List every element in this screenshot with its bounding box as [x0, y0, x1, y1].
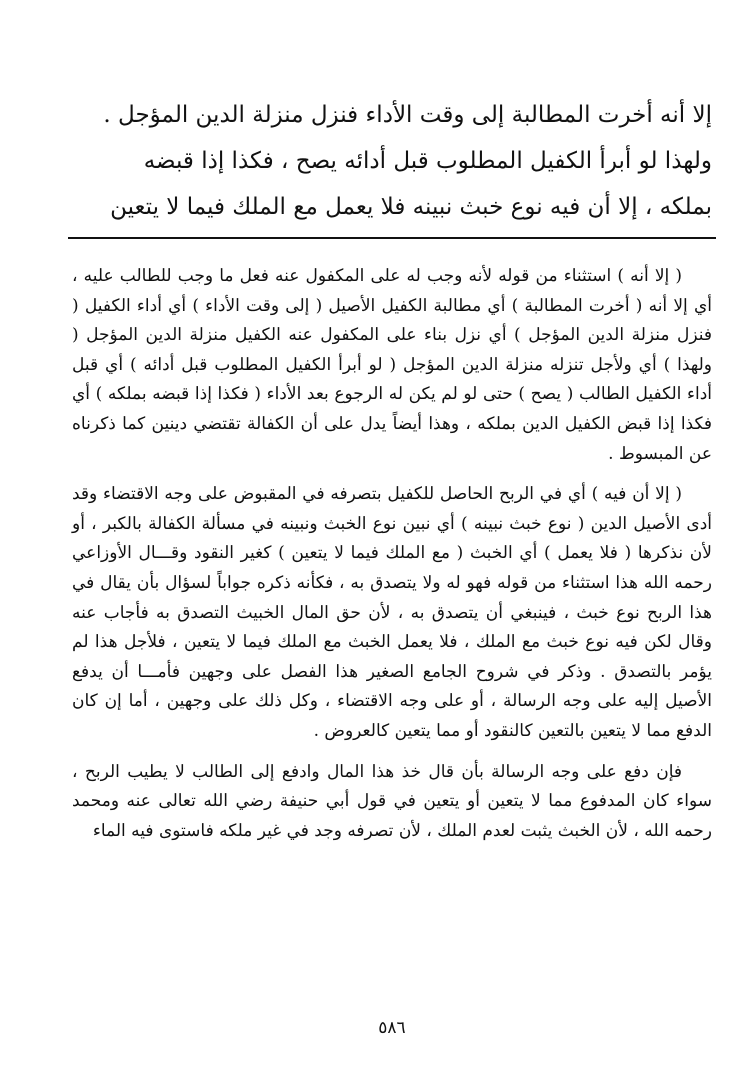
main-text-line: ولهذا لو أبرأ الكفيل المطلوب قبل أدائه يصح ، فكذا إذا قبضه [143, 148, 712, 174]
separator-line [68, 237, 716, 239]
main-text-line: إلا أنه أخرت المطالبة إلى وقت الأداء فنزل منزلة الدين المؤجل . [103, 102, 712, 128]
main-text-line: بملكه ، إلا أن فيه نوع خبث نبينه فلا يعمل مع الملك فيما لا يتعين [110, 194, 712, 220]
book-page [72, 0, 712, 1076]
commentary-paragraph: فإن دفع على وجه الرسالة بأن قال خذ هذا المال وادفع إلى الطالب لا يطيب الربح ، سواء كان المدفوع مما لا يتعين أو يتعين في قول أبي حنيفة رضي الله تعالى عنه ومحمد رحمه الله ، لأن الخبث يثبت لعدم الملك ، لأن تصرفه وجد في غير ملكه فاستوى فيه الماء [72, 761, 712, 841]
page-number: ٥٨٦ [378, 1018, 406, 1038]
commentary-paragraph: ( إلا أن فيه ) أي في الربح الحاصل للكفيل بتصرفه في المقبوض على وجه الاقتضاء وقد أدى الأصيل الدين ( نوع خبث نبينه ) أي نبين نوع الخبث ونبينه في مسألة الكفالة بالكبر ، أو لأن نذكرها ( فلا يعمل ) أي الخبث ( مع الملك فيما لا يتعين ) كغير النقود وقـــال الأوزاعي رحمه الله هذا استثناء من قوله فهو له ولا يتصدق به ، فكأنه ذكره جواباً لسؤال بأن يقال في هذا الربح نوع خبث ، فينبغي أن يتصدق به ، لأن حق المال الخبيث التصدق به فأجاب عنه وقال لكن فيه نوع خبث مع الملك ، فلا يعمل الخبث مع الملك فيما لا يتعين ، فلأجل هذا لم يؤمر بالتصدق . وذكر في شروح الجامع الصغير هذا الفصل على وجهين فأمـــا أن يدفع الأصيل إليه على وجه الرسالة ، أو على وجه الاقتضاء ، وكل ذلك على وجهين ، أما إن كان الدفع مما لا يتعين بالتعين كالنقود أو مما يتعين كالعروض . [72, 484, 712, 741]
commentary-paragraph: ( إلا أنه ) استثناء من قوله لأنه وجب له على المكفول عنه فعل ما وجب للطالب عليه ، أي إلا أنه ( أخرت المطالبة ) أي مطالبة الكفيل الأصيل ( إلى وقت الأداء ) أي أداء الكفيل ( فنزل منزلة الدين المؤجل ) أي نزل بناء على المكفول عنه الكفيل منزلة الدين المؤجل ( ولهذا ) أي ولأجل تنزله منزلة الدين المؤجل ( لو أبرأ الكفيل المطلوب قبل أدائه ) أي قبل أداء الكفيل الطالب ( يصح ) حتى لو لم يكن له الرجوع بعد الأداء ( فكذا إذا قبضه بملكه ) أي فكذا إذا قبض الكفيل الدين بملكه ، وهذا أيضاً يدل على أن الكفالة تقتضي دينين كما ذكرناه عن المبسوط . [72, 266, 712, 464]
main-text-block [72, 92, 712, 230]
commentary-block [72, 262, 712, 857]
